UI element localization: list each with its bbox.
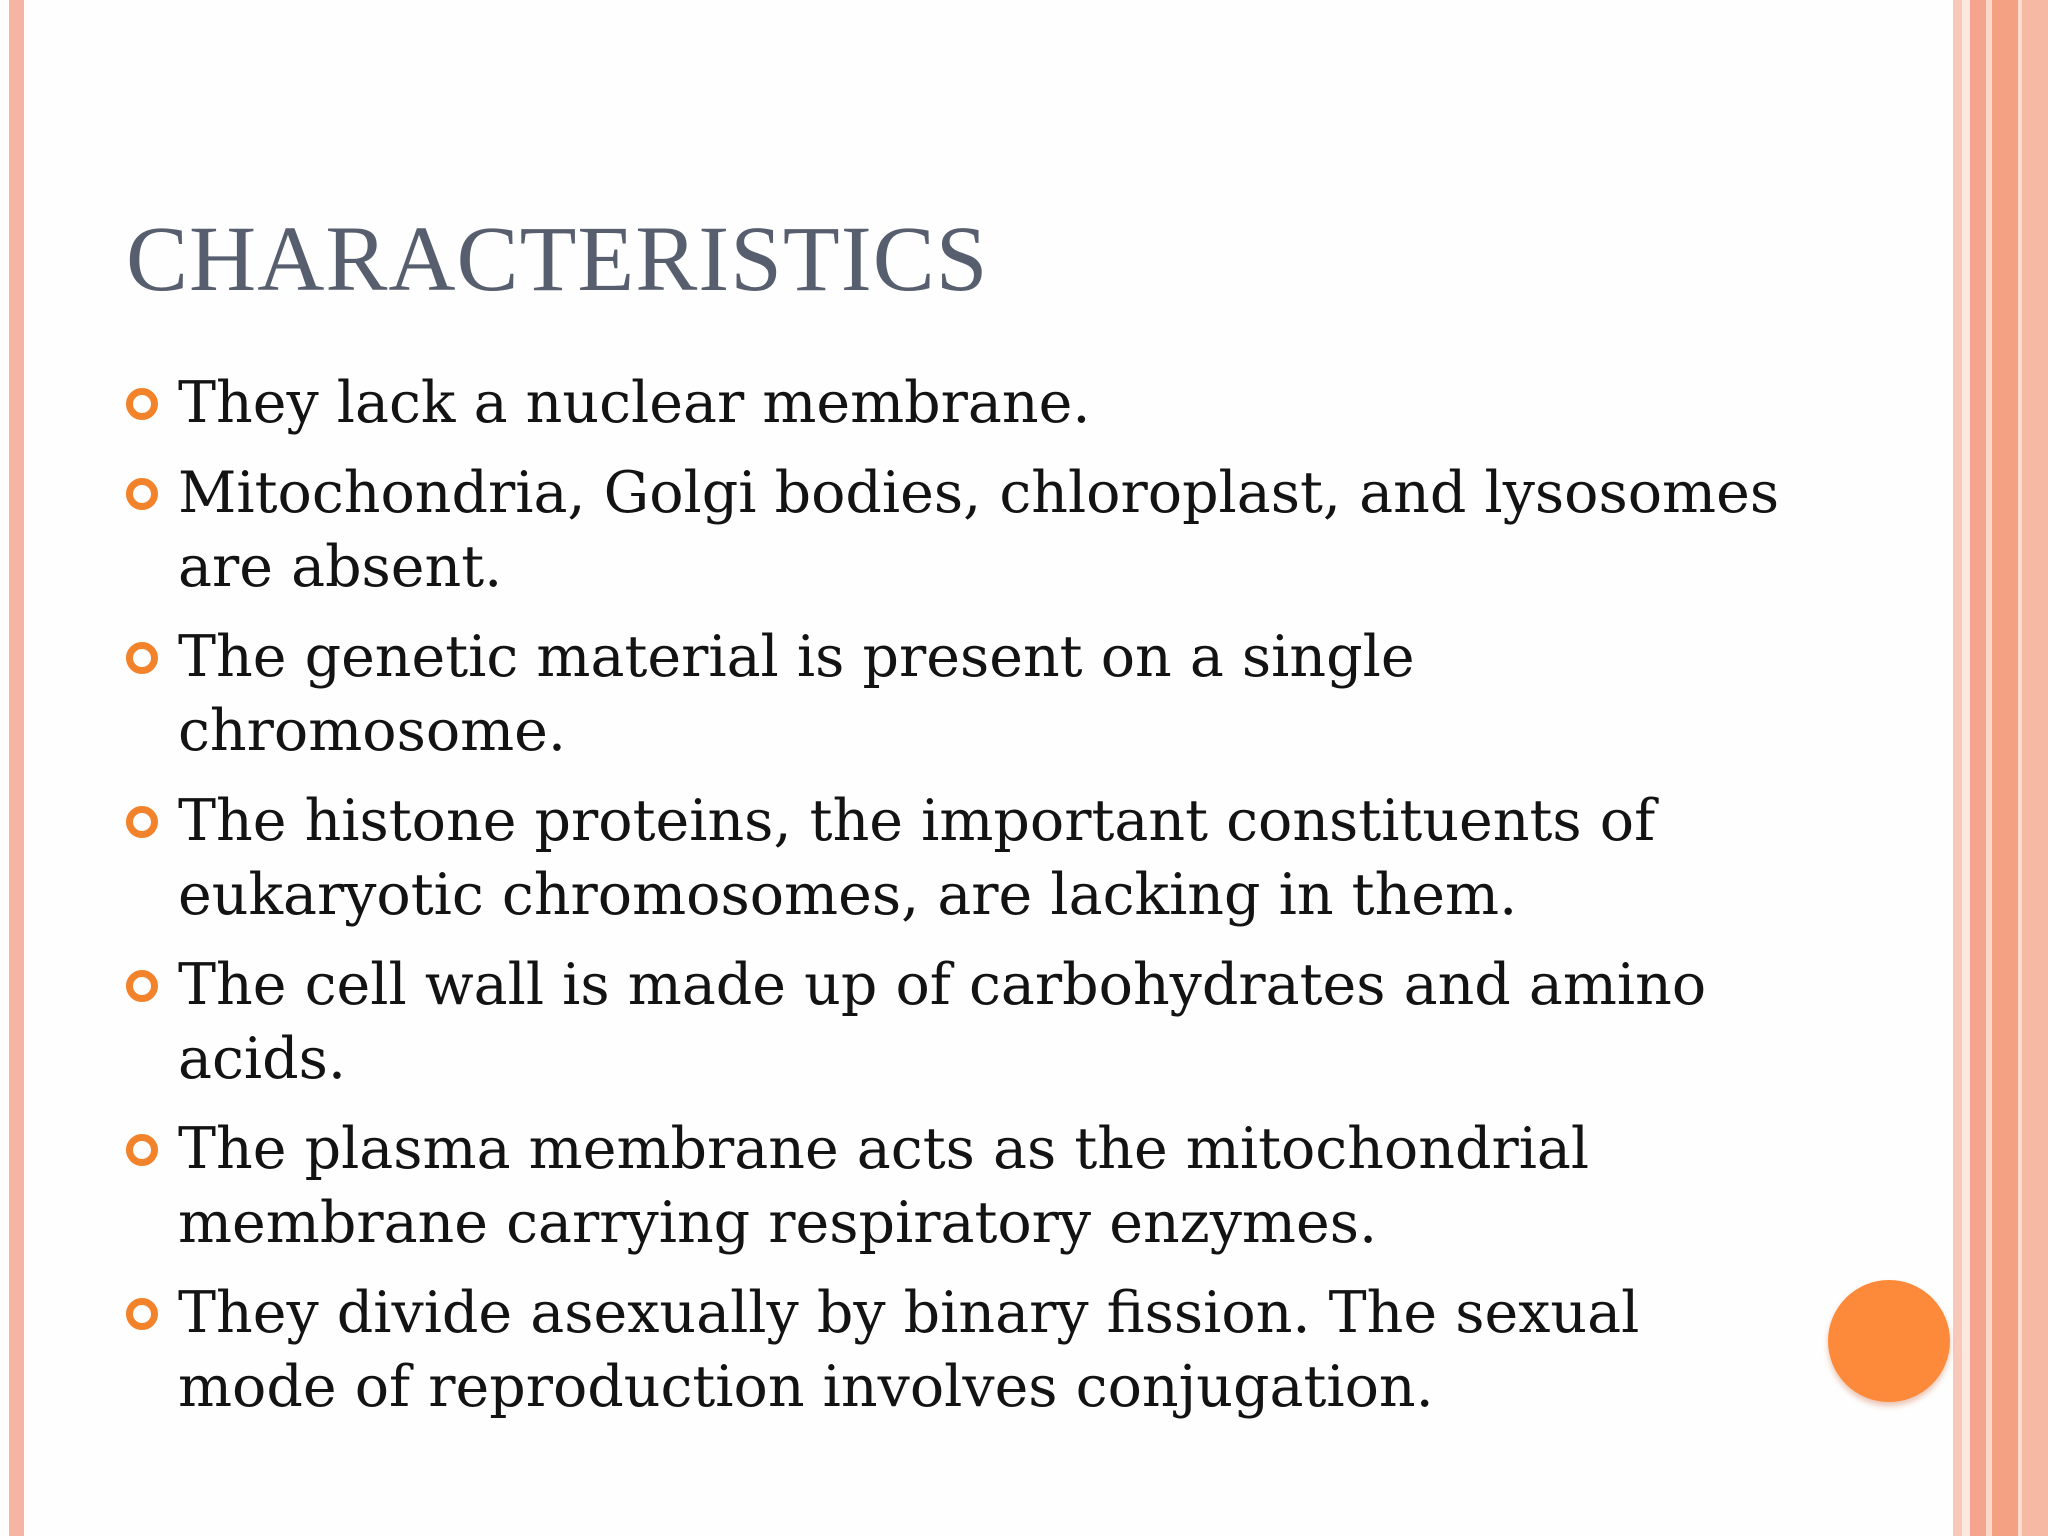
bullet-item <box>126 1276 1786 1424</box>
left-border-stripe <box>9 0 24 1536</box>
bullet-item <box>126 948 1786 1096</box>
bullet-text: They divide asexually by binary fission. The sexual mode of reproduction involves conjugation. <box>178 1280 1640 1420</box>
ring-bullet-icon <box>126 806 158 838</box>
right-border-stripe <box>2022 0 2048 1536</box>
bullet-text: Mitochondria, Golgi bodies, chloroplast, and lysosomes are absent. <box>178 460 1780 600</box>
ring-bullet-icon <box>126 1298 158 1330</box>
bullet-list <box>126 366 1786 1440</box>
right-border-stripe <box>1970 0 1986 1536</box>
bullet-item <box>126 456 1786 604</box>
bullet-text: The cell wall is made up of carbohydrates and amino acids. <box>178 952 1707 1092</box>
right-border-stripe <box>1962 0 1970 1536</box>
right-border-stripe <box>1992 0 2018 1536</box>
ring-bullet-icon <box>126 388 158 420</box>
bullet-item <box>126 784 1786 932</box>
ring-bullet-icon <box>126 478 158 510</box>
bullet-item <box>126 620 1786 768</box>
slide-title: CHARACTERISTICS <box>126 208 989 311</box>
orange-circle-icon <box>1828 1280 1950 1402</box>
bullet-text: They lack a nuclear membrane. <box>178 370 1091 436</box>
ring-bullet-icon <box>126 642 158 674</box>
bullet-text: The plasma membrane acts as the mitochondrial membrane carrying respiratory enzymes. <box>178 1116 1590 1256</box>
bullet-item <box>126 366 1786 440</box>
right-border-stripe <box>1953 0 1962 1536</box>
bullet-text: The histone proteins, the important constituents of eukaryotic chromosomes, are lacking in them. <box>178 788 1656 928</box>
bullet-item <box>126 1112 1786 1260</box>
ring-bullet-icon <box>126 970 158 1002</box>
ring-bullet-icon <box>126 1134 158 1166</box>
bullet-text: The genetic material is present on a single chromosome. <box>178 624 1415 764</box>
